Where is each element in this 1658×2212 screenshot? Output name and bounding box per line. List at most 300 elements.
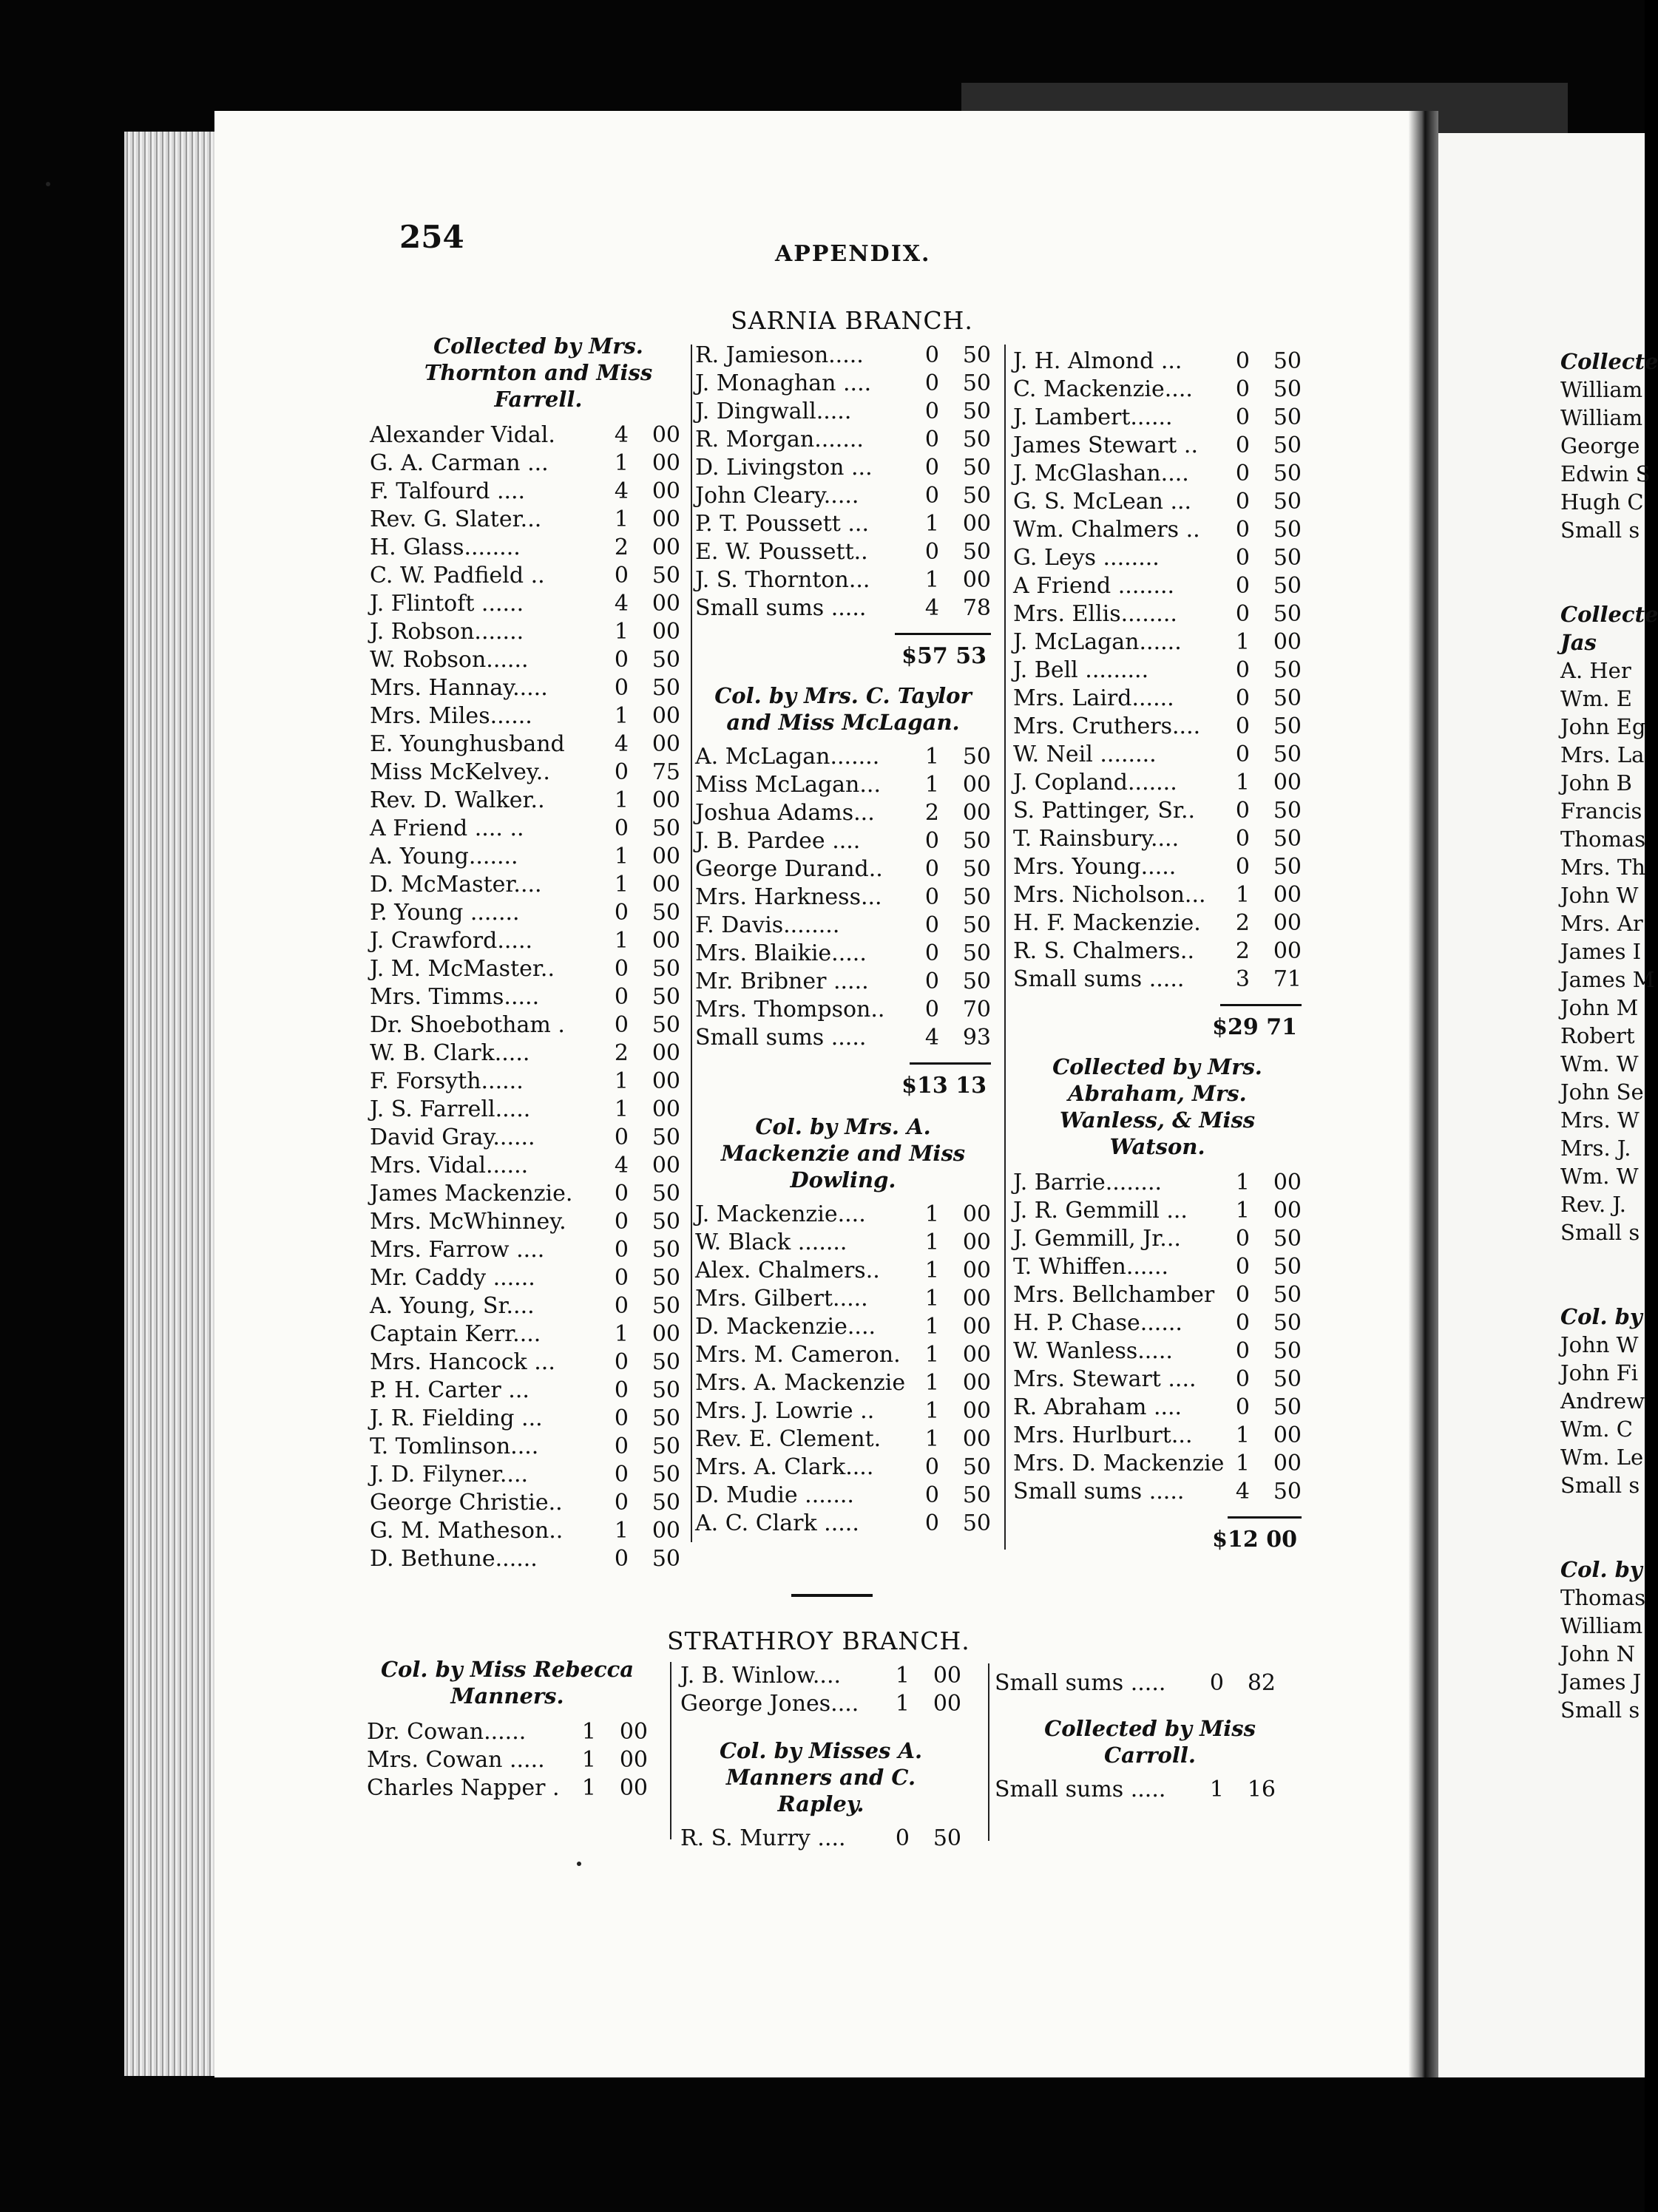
amount-dollars: 0	[614, 1462, 629, 1487]
entry-row	[1013, 460, 1302, 488]
entry-row	[680, 1825, 961, 1853]
entry-row	[1013, 1478, 1302, 1506]
fragment-line: Wm. Le	[1560, 1445, 1644, 1470]
amount	[1234, 825, 1302, 853]
entry-row	[370, 983, 680, 1011]
amount-cents: 50	[962, 370, 991, 396]
amount	[612, 1461, 680, 1489]
amount-cents: 50	[1273, 657, 1302, 683]
amount	[923, 799, 991, 827]
amount-cents: 00	[652, 1321, 680, 1347]
amount-cents: 71	[1273, 966, 1302, 992]
contributor-name: Dr. Shoebotham .	[370, 1012, 565, 1038]
entry-row	[695, 827, 991, 855]
contributor-name: Miss McKelvey..	[370, 759, 550, 785]
amount	[1234, 769, 1302, 797]
amount-dollars: 2	[614, 535, 629, 560]
amount	[1234, 657, 1302, 685]
amount-dollars: 2	[924, 800, 939, 826]
amount-cents: 50	[1273, 1226, 1302, 1252]
amount-cents: 50	[962, 884, 991, 910]
strathroy-branch-title: STRATHROY BRANCH.	[667, 1626, 970, 1655]
entry-row	[370, 478, 680, 506]
entry-row	[1013, 488, 1302, 516]
amount-cents: 50	[652, 1490, 680, 1516]
entry-row	[1013, 1450, 1302, 1478]
amount	[923, 771, 991, 799]
entry-row	[370, 955, 680, 983]
fragment-line: Collecte	[1560, 602, 1658, 627]
amount	[612, 1236, 680, 1264]
entry-row	[370, 1377, 680, 1405]
contributor-name: J. McGlashan....	[1013, 461, 1189, 486]
amount-cents: 00	[652, 1040, 680, 1066]
entry-row	[1013, 937, 1302, 966]
amount-cents: 00	[652, 1096, 680, 1122]
entry-row	[695, 771, 991, 799]
contributor-name: Small sums .....	[1013, 1479, 1185, 1504]
entry-row	[370, 843, 680, 871]
strathroy-col3-heading-b: Collected by Miss Carroll.	[1044, 1716, 1256, 1768]
amount-cents: 00	[933, 1663, 961, 1689]
amount-dollars: 0	[1235, 854, 1250, 880]
contributor-name: D. Mackenzie....	[695, 1314, 876, 1340]
entry-row	[695, 1510, 991, 1538]
amount	[612, 1320, 680, 1348]
contributor-name: Mrs. Cowan .....	[367, 1747, 545, 1773]
amount-dollars: 1	[614, 872, 629, 898]
entry-row	[1013, 1281, 1302, 1309]
amount	[1234, 1365, 1302, 1394]
amount-cents: 82	[1247, 1670, 1276, 1696]
amount	[1234, 1253, 1302, 1281]
amount-dollars: 0	[614, 647, 629, 673]
amount-dollars: 1	[614, 1518, 629, 1544]
total-rule	[1228, 1516, 1302, 1519]
amount	[923, 1397, 991, 1425]
contributor-name: C. Mackenzie....	[1013, 376, 1193, 402]
entry-row	[695, 566, 991, 594]
entry-row	[1013, 853, 1302, 881]
amount-dollars: 0	[924, 427, 939, 452]
amount-cents: 50	[652, 1293, 680, 1319]
amount	[1234, 1394, 1302, 1422]
entry-row	[695, 1229, 991, 1257]
amount-dollars: 1	[614, 1096, 629, 1122]
amount	[612, 421, 680, 449]
entry-row	[370, 1124, 680, 1152]
amount-dollars: 0	[1235, 1394, 1250, 1420]
amount-dollars: 0	[614, 675, 629, 701]
amount-dollars: 0	[895, 1825, 910, 1851]
contributor-name: A. Young.......	[370, 844, 518, 869]
amount	[923, 566, 991, 594]
fragment-line: James I	[1560, 939, 1642, 964]
sarnia-col3-total-a: $29 71	[1212, 1014, 1297, 1040]
entry-row	[695, 743, 991, 771]
entry-row	[370, 787, 680, 815]
contributor-name: Small sums .....	[995, 1670, 1166, 1696]
fragment-line: Francis	[1560, 798, 1642, 824]
amount	[612, 871, 680, 899]
contributor-name: G. Leys ........	[1013, 545, 1160, 571]
amount-cents: 50	[652, 1377, 680, 1403]
contributor-name: J. Lambert......	[1013, 404, 1173, 430]
amount-cents: 50	[962, 427, 991, 452]
entry-row	[695, 968, 991, 996]
entry-row	[695, 1369, 991, 1397]
fragment-line: Wm. W	[1560, 1051, 1639, 1076]
entry-row	[695, 1257, 991, 1285]
entry-row	[1013, 1197, 1302, 1225]
amount	[1234, 1281, 1302, 1309]
amount-cents: 00	[962, 800, 991, 826]
amount-dollars: 1	[1235, 1451, 1250, 1476]
amount	[1234, 1422, 1302, 1450]
entry-row	[1013, 1253, 1302, 1281]
contributor-name: John Cleary.....	[695, 483, 859, 509]
contributor-name: Wm. Chalmers ..	[1013, 517, 1200, 543]
contributor-name: James Mackenzie.	[370, 1181, 573, 1207]
amount-cents: 00	[652, 591, 680, 617]
amount-cents: 50	[652, 1209, 680, 1235]
fragment-line: William	[1560, 405, 1643, 430]
entry-row	[695, 1341, 991, 1369]
amount-cents: 00	[933, 1691, 961, 1717]
fragment-line: William	[1560, 377, 1643, 402]
amount-cents: 50	[962, 539, 991, 565]
amount	[612, 506, 680, 534]
contributor-name: Mrs. Laird......	[1013, 685, 1174, 711]
amount	[923, 454, 991, 482]
amount-dollars: 0	[614, 1546, 629, 1572]
contributor-name: Mrs. Stewart ....	[1013, 1366, 1197, 1392]
contributor-name: George Jones....	[680, 1691, 859, 1717]
fragment-line: John B	[1560, 770, 1632, 795]
column-divider	[670, 1662, 671, 1839]
amount-cents: 50	[962, 856, 991, 882]
amount-cents: 00	[652, 787, 680, 813]
amount	[923, 342, 991, 370]
entry-row	[695, 370, 991, 398]
amount-dollars: 0	[614, 1293, 629, 1319]
amount-cents: 50	[1273, 1310, 1302, 1336]
amount	[1234, 572, 1302, 600]
fragment-line: Thomas	[1560, 1585, 1646, 1610]
amount-cents: 50	[962, 912, 991, 938]
fragment-line	[1560, 1246, 1645, 1275]
facing-page-fragment	[1560, 347, 1658, 1724]
amount	[580, 1774, 648, 1802]
entry-row	[370, 1264, 680, 1292]
amount-cents: 50	[1273, 573, 1302, 599]
contributor-name: Joshua Adams...	[695, 800, 875, 826]
amount-cents: 00	[652, 928, 680, 954]
amount-cents: 00	[652, 619, 680, 645]
entry-row	[695, 883, 991, 912]
amount-cents: 00	[962, 1398, 991, 1424]
amount-dollars: 1	[924, 1258, 939, 1283]
amount-cents: 00	[652, 872, 680, 898]
fragment-line: Col. by	[1560, 1557, 1642, 1582]
contributor-name: D. Mudie .......	[695, 1482, 854, 1508]
amount	[1234, 1478, 1302, 1506]
entry-row	[370, 646, 680, 674]
sarnia-col2-total-a: $57 53	[901, 643, 987, 669]
amount	[1234, 347, 1302, 376]
fragment-line: John W	[1560, 883, 1639, 908]
contributor-name: Captain Kerr....	[370, 1321, 541, 1347]
amount	[1234, 881, 1302, 909]
contributor-name: H. Glass........	[370, 535, 521, 560]
amount	[1234, 1450, 1302, 1478]
entry-row	[370, 1180, 680, 1208]
entry-row	[1013, 825, 1302, 853]
amount-cents: 70	[962, 997, 991, 1022]
amount-cents: 00	[652, 1518, 680, 1544]
fragment-line: Small s	[1560, 518, 1640, 543]
amount-cents: 50	[1273, 601, 1302, 627]
amount-dollars: 0	[614, 1490, 629, 1516]
amount-cents: 50	[652, 1546, 680, 1572]
contributor-name: J. Bell .........	[1013, 657, 1149, 683]
amount-dollars: 1	[1235, 1422, 1250, 1448]
amount	[612, 787, 680, 815]
amount-cents: 78	[962, 595, 991, 621]
amount	[612, 702, 680, 730]
contributor-name: P. Young .......	[370, 900, 520, 926]
amount-dollars: 0	[614, 1349, 629, 1375]
entry-row	[695, 538, 991, 566]
contributor-name: James Stewart ..	[1013, 432, 1198, 458]
amount	[612, 534, 680, 562]
entry-row	[370, 1208, 680, 1236]
amount-cents: 50	[1273, 1254, 1302, 1280]
amount-cents: 50	[1273, 826, 1302, 852]
entry-row	[1013, 769, 1302, 797]
amount	[612, 1039, 680, 1068]
amount-cents: 50	[1273, 1282, 1302, 1308]
contributor-name: Mrs. Ellis........	[1013, 601, 1177, 627]
contributor-name: S. Pattinger, Sr..	[1013, 798, 1196, 824]
amount	[923, 426, 991, 454]
amount-dollars: 0	[924, 342, 939, 368]
amount-cents: 00	[962, 1286, 991, 1312]
amount-dollars: 4	[614, 731, 629, 757]
amount	[612, 1489, 680, 1517]
amount-cents: 00	[652, 422, 680, 448]
amount	[923, 1369, 991, 1397]
entry-row	[680, 1690, 961, 1718]
entry-row	[370, 1096, 680, 1124]
entry-row	[695, 1397, 991, 1425]
fragment-line: John N	[1560, 1641, 1636, 1666]
section-separator	[791, 1594, 873, 1597]
amount-cents: 50	[1273, 376, 1302, 402]
contributor-name: D. Livingston ...	[695, 455, 873, 481]
contributor-name: Mrs. Farrow ....	[370, 1237, 545, 1263]
amount-cents: 50	[1273, 1479, 1302, 1504]
entry-row	[695, 912, 991, 940]
amount-cents: 50	[1273, 489, 1302, 515]
amount-dollars: 1	[924, 1314, 939, 1340]
contributor-name: Mrs. Gilbert.....	[695, 1286, 868, 1312]
fragment-line: Andrew	[1560, 1388, 1645, 1414]
contributor-name: Mrs. Timms.....	[370, 984, 540, 1010]
contributor-name: Small sums .....	[695, 1025, 867, 1051]
amount-dollars: 4	[614, 478, 629, 504]
fragment-line: Small s	[1560, 1473, 1640, 1498]
amount-dollars: 2	[1235, 938, 1250, 964]
amount-dollars: 3	[1235, 966, 1250, 992]
amount-dollars: 0	[1235, 1366, 1250, 1392]
amount-cents: 00	[652, 731, 680, 757]
fragment-line	[1560, 572, 1645, 600]
entry-row	[370, 1461, 680, 1489]
amount	[612, 815, 680, 843]
entry-row	[995, 1776, 1276, 1804]
contributor-name: J. R. Gemmill ...	[1013, 1198, 1188, 1224]
amount-dollars: 0	[1235, 685, 1250, 711]
amount-dollars: 4	[1235, 1479, 1250, 1504]
entry-row	[1013, 685, 1302, 713]
entry-row	[1013, 713, 1302, 741]
amount-cents: 50	[652, 1265, 680, 1291]
entry-row	[370, 1292, 680, 1320]
contributor-name: W. Robson......	[370, 647, 529, 673]
amount	[612, 1433, 680, 1461]
amount	[893, 1690, 961, 1718]
contributor-name: Mrs. Cruthers....	[1013, 713, 1201, 739]
contributor-name: W. B. Clark.....	[370, 1040, 530, 1066]
amount-dollars: 4	[614, 1153, 629, 1178]
entry-row	[695, 996, 991, 1024]
amount	[612, 674, 680, 702]
amount-dollars: 0	[614, 956, 629, 982]
contributor-name: Mrs. Bellchamber	[1013, 1282, 1215, 1308]
amount-dollars: 0	[614, 1237, 629, 1263]
amount-cents: 50	[652, 1405, 680, 1431]
amount	[612, 843, 680, 871]
contributor-name: J. Copland.......	[1013, 770, 1177, 795]
entry-list	[680, 1662, 961, 1718]
amount-dollars: 0	[614, 1124, 629, 1150]
amount-cents: 16	[1247, 1777, 1276, 1802]
fragment-line: Robert	[1560, 1023, 1635, 1048]
entry-row	[1013, 741, 1302, 769]
amount-cents: 00	[652, 506, 680, 532]
amount-cents: 50	[1273, 742, 1302, 767]
amount-cents: 50	[1273, 545, 1302, 571]
amount	[612, 1545, 680, 1573]
entry-row	[1013, 909, 1302, 937]
amount-dollars: 1	[924, 1370, 939, 1396]
amount-dollars: 1	[614, 1321, 629, 1347]
entry-row	[1013, 404, 1302, 432]
amount-cents: 50	[1273, 854, 1302, 880]
amount-cents: 00	[652, 1068, 680, 1094]
contributor-name: R. Jamieson.....	[695, 342, 864, 368]
entry-row	[1013, 797, 1302, 825]
amount-cents: 50	[962, 398, 991, 424]
sarnia-col2-total-b: $13 13	[901, 1073, 987, 1099]
contributor-name: T. Tomlinson....	[370, 1434, 539, 1459]
amount-cents: 00	[962, 1258, 991, 1283]
amount-cents: 50	[652, 956, 680, 982]
fragment-line: Edwin S	[1560, 461, 1651, 486]
contributor-name: J. H. Almond ...	[1013, 348, 1182, 374]
contributor-name: Mrs. Young.....	[1013, 854, 1177, 880]
contributor-name: Mrs. Miles......	[370, 703, 532, 729]
contributor-name: A. Young, Sr....	[370, 1293, 535, 1319]
amount-cents: 00	[652, 535, 680, 560]
amount-cents: 50	[652, 900, 680, 926]
page-edges	[124, 132, 228, 2076]
amount	[923, 510, 991, 538]
amount	[1234, 685, 1302, 713]
amount	[612, 1208, 680, 1236]
entry-row	[1013, 1394, 1302, 1422]
amount-cents: 00	[652, 478, 680, 504]
amount-dollars: 0	[614, 984, 629, 1010]
fragment-line	[1560, 544, 1645, 572]
entry-row	[695, 799, 991, 827]
amount-cents: 50	[962, 1510, 991, 1536]
entry-list	[370, 421, 680, 1573]
contributor-name: Small sums .....	[1013, 966, 1185, 992]
amount-dollars: 0	[1235, 489, 1250, 515]
amount-dollars: 1	[924, 772, 939, 798]
entry-list	[695, 1201, 991, 1538]
amount	[612, 1124, 680, 1152]
amount-dollars: 1	[924, 1342, 939, 1368]
amount-dollars: 0	[614, 1012, 629, 1038]
entry-row	[370, 1545, 680, 1573]
contributor-name: Alexander Vidal.	[370, 422, 555, 448]
contributor-name: J. Robson.......	[370, 619, 524, 645]
entry-row	[370, 815, 680, 843]
amount-dollars: 0	[614, 1265, 629, 1291]
amount-dollars: 1	[924, 1426, 939, 1452]
fragment-line	[1560, 1499, 1645, 1527]
contributor-name: R. Abraham ....	[1013, 1394, 1182, 1420]
contributor-name: T. Whiffen......	[1013, 1254, 1169, 1280]
contributor-name: Mrs. Nicholson...	[1013, 882, 1206, 908]
contributor-name: J. Gemmill, Jr...	[1013, 1226, 1181, 1252]
amount-cents: 50	[1273, 432, 1302, 458]
contributor-name: C. W. Padfield ..	[370, 563, 545, 588]
contributor-name: J. R. Fielding ...	[370, 1405, 543, 1431]
entry-row	[370, 449, 680, 478]
amount-cents: 50	[1273, 1394, 1302, 1420]
amount-dollars: 0	[1235, 657, 1250, 683]
contributor-name: J. Barrie........	[1013, 1170, 1163, 1195]
amount	[612, 1068, 680, 1096]
sarnia-col3-total-b: $12 00	[1212, 1527, 1297, 1553]
amount-dollars: 1	[614, 506, 629, 532]
entry-row	[1013, 966, 1302, 994]
sarnia-col1-heading: Collected by Mrs. Thornton and Miss Farrell.	[424, 333, 653, 412]
contributor-name: J. M. McMaster..	[370, 956, 555, 982]
contributor-name: A. C. Clark .....	[695, 1510, 859, 1536]
amount-cents: 50	[1273, 404, 1302, 430]
amount-cents: 00	[652, 1153, 680, 1178]
entry-row	[995, 1669, 1276, 1697]
contributor-name: Mrs. Harkness...	[695, 884, 882, 910]
amount-dollars: 1	[895, 1691, 910, 1717]
contributor-name: P. H. Carter ...	[370, 1377, 529, 1403]
contributor-name: Mrs. Hannay.....	[370, 675, 548, 701]
